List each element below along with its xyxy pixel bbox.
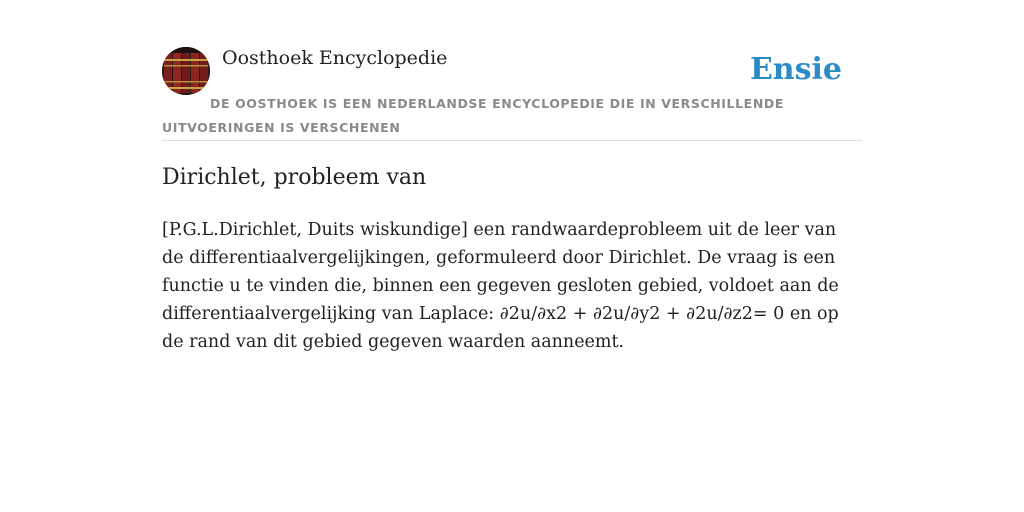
site-tagline: DE OOSTHOEK IS EEN NEDERLANDSE ENCYCLOPEDIE DIE IN VERSCHILLENDE UITVOERINGEN IS VERSCHENEN [162,96,784,135]
encyclopedia-books-icon[interactable] [162,47,210,95]
brand-logo[interactable]: Ensie [749,52,842,87]
article [162,160,862,356]
article-title: Dirichlet, probleem van [162,165,427,190]
site-name[interactable]: Oosthoek Encyclopedie [222,47,448,69]
article-body: [P.G.L.Dirichlet, Duits wiskundige] een randwaardeprobleem uit de leer van de differentiaalvergelijkingen, geformuleerd door Dirichlet. De vraag is een functie u te vinden die, binnen een gegeven gesloten gebied, voldoet aan de differentiaalvergelijking van Laplace: ∂2u/∂x2 + ∂2u/∂y2 + ∂2u/∂z2= 0 en op de rand van dit gebied gegeven waarden aanneemt. [162,220,839,352]
site-header [162,46,862,141]
